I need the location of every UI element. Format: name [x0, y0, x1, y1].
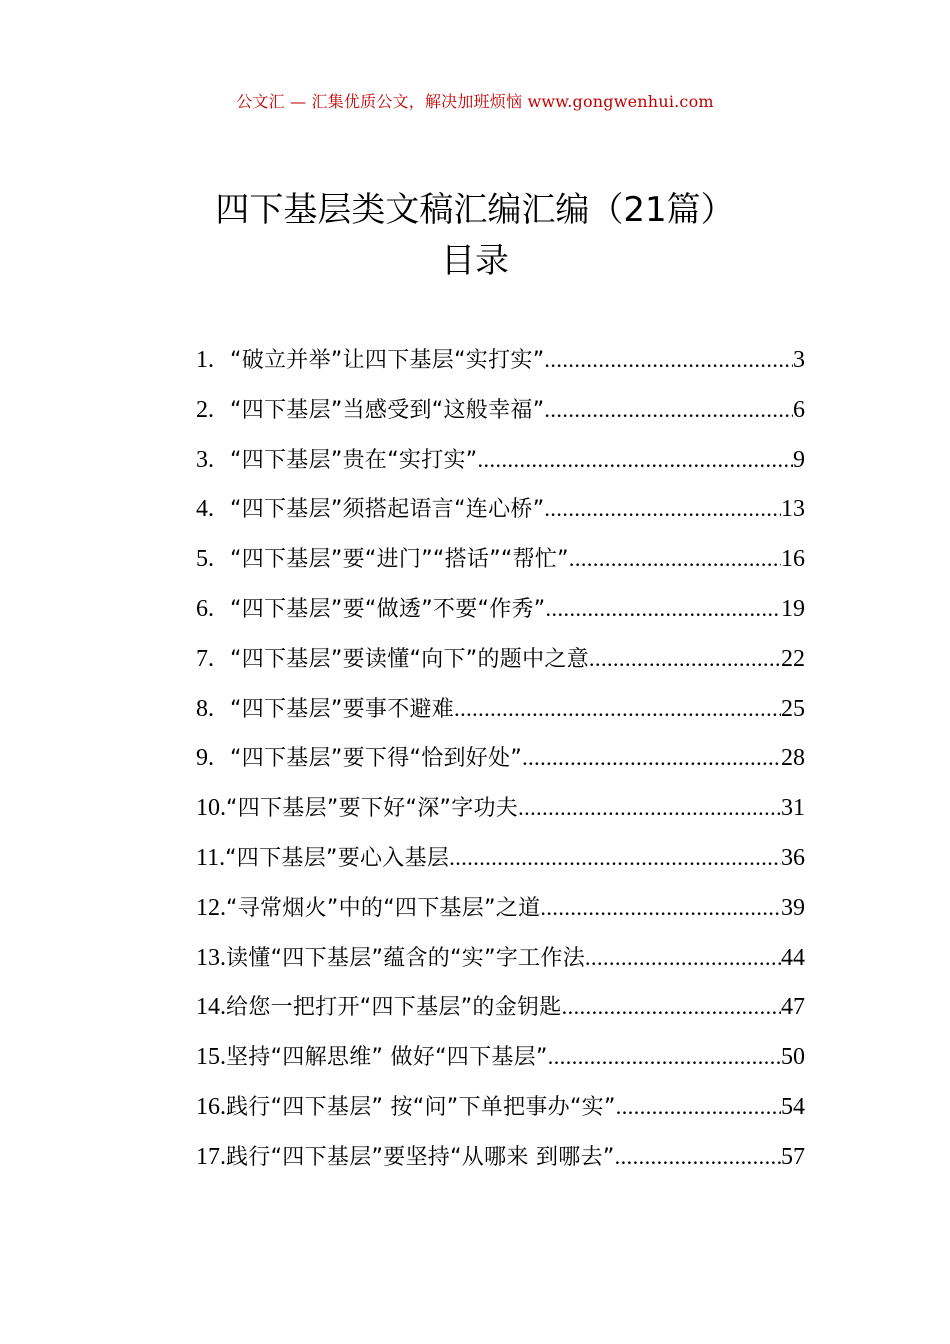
toc-entry-title: “四下基层”要下好“深”字功夫	[226, 796, 519, 822]
toc-entry-title: 践行“四下基层”要坚持“从哪来 到哪去”	[226, 1144, 615, 1170]
toc-dot-leader	[544, 335, 793, 385]
toc-entry-number: 1.	[196, 347, 214, 373]
toc-entry-number: 12.	[196, 894, 226, 921]
toc-dot-leader	[540, 883, 781, 933]
toc-entry-number: 15.	[196, 1044, 226, 1071]
toc-dot-leader	[569, 534, 781, 584]
toc-entry-page: 3	[793, 347, 805, 373]
toc-entry[interactable]	[196, 335, 805, 385]
toc-entry-title: “四下基层”当感受到“这般幸福”	[230, 397, 545, 423]
toc-entry-page: 47	[781, 994, 805, 1021]
toc-entry-page: 54	[781, 1093, 805, 1120]
toc-dot-leader	[546, 584, 782, 634]
toc-entry-page: 31	[781, 795, 805, 822]
toc-entry-page: 22	[781, 645, 805, 672]
toc-entry[interactable]	[196, 733, 805, 783]
toc-entry[interactable]	[196, 833, 805, 883]
toc-entry-title: “四下基层”要心入基层	[225, 845, 450, 871]
toc-dot-leader	[518, 783, 781, 833]
toc-entry-page: 44	[781, 944, 805, 971]
toc-entry-title: 读懂“四下基层”蕴含的“实”字工作法	[226, 945, 585, 971]
toc-entry-number: 8.	[196, 695, 214, 722]
toc-entry-number: 9.	[196, 745, 214, 772]
toc-entry-title: “四下基层”要读懂“向下”的题中之意	[230, 646, 589, 672]
toc-entry-page: 25	[781, 695, 805, 722]
toc-entry-title: “寻常烟火”中的“四下基层”之道	[226, 895, 541, 921]
toc-entry-title: 给您一把打开“四下基层”的金钥匙	[226, 995, 562, 1021]
toc-entry-page: 6	[793, 396, 805, 423]
toc-entry[interactable]	[196, 684, 805, 734]
toc-dot-leader	[616, 1082, 781, 1132]
document-subtitle: 目录	[441, 241, 509, 281]
toc-entry[interactable]	[196, 1132, 805, 1182]
toc-entry-title: “四下基层”要“进门”“搭话”“帮忙”	[230, 547, 569, 573]
toc-entry[interactable]	[196, 534, 805, 584]
toc-entry-title: “四下基层”要“做透”不要“作秀”	[230, 596, 546, 622]
toc-entry-page: 36	[781, 844, 805, 871]
toc-entry[interactable]	[196, 1032, 805, 1082]
toc-entry-title: “四下基层”要事不避难	[230, 696, 455, 722]
toc-entry-page: 13	[781, 496, 805, 523]
toc-entry-title: “四下基层”贵在“实打实”	[230, 447, 478, 473]
toc-entry-page: 28	[781, 745, 805, 772]
header-banner: 公文汇 — 汇集优质公文，解决加班烦恼 www.gongwenhui.com	[236, 92, 714, 111]
toc-dot-leader	[589, 634, 781, 684]
toc-entry-number: 11.	[196, 844, 226, 871]
toc-entry[interactable]	[196, 883, 805, 933]
toc-entry[interactable]	[196, 484, 805, 534]
toc-dot-leader	[585, 933, 781, 983]
toc-entry-page: 16	[781, 546, 805, 573]
toc-entry-page: 57	[781, 1143, 805, 1170]
toc-dot-leader	[454, 684, 781, 734]
toc-entry[interactable]	[196, 982, 805, 1032]
toc-entry-title: 坚持“四解思维” 做好“四下基层”	[226, 1045, 548, 1071]
toc-entry-number: 13.	[196, 944, 226, 971]
toc-entry[interactable]	[196, 435, 805, 485]
toc-dot-leader	[544, 484, 781, 534]
toc-dot-leader	[615, 1132, 781, 1182]
toc-entry-number: 16.	[196, 1093, 226, 1120]
toc-entry-page: 39	[781, 894, 805, 921]
toc-entry-number: 6.	[196, 595, 214, 622]
toc-entry-number: 14.	[196, 994, 226, 1021]
toc-entry[interactable]	[196, 385, 805, 435]
toc-entry-number: 5.	[196, 546, 214, 573]
toc-entry[interactable]	[196, 933, 805, 983]
toc-entry-number: 7.	[196, 645, 214, 672]
table-of-contents	[196, 335, 805, 1182]
toc-dot-leader	[449, 833, 781, 883]
toc-entry-page: 9	[793, 446, 805, 473]
toc-entry-number: 4.	[196, 496, 214, 523]
toc-entry[interactable]	[196, 783, 805, 833]
toc-entry-title: “四下基层”要下得“恰到好处”	[230, 746, 523, 772]
toc-dot-leader	[478, 435, 794, 485]
toc-entry-number: 10.	[196, 795, 226, 822]
toc-entry-title: “四下基层”须搭起语言“连心桥”	[230, 497, 545, 523]
toc-entry[interactable]	[196, 584, 805, 634]
toc-dot-leader	[562, 982, 781, 1032]
toc-entry[interactable]	[196, 1082, 805, 1132]
toc-entry-page: 19	[781, 595, 805, 622]
toc-dot-leader	[544, 385, 793, 435]
toc-entry-number: 2.	[196, 396, 214, 423]
toc-entry-number: 3.	[196, 446, 214, 473]
toc-entry[interactable]	[196, 634, 805, 684]
toc-dot-leader	[548, 1032, 781, 1082]
toc-entry-number: 17.	[196, 1143, 226, 1170]
toc-entry-title: “破立并举”让四下基层“实打实”	[230, 348, 545, 373]
document-title: 四下基层类文稿汇编汇编（21篇）	[215, 190, 735, 230]
toc-dot-leader	[522, 733, 781, 783]
toc-entry-title: 践行“四下基层” 按“问”下单把事办“实”	[226, 1094, 616, 1120]
toc-entry-page: 50	[781, 1044, 805, 1071]
